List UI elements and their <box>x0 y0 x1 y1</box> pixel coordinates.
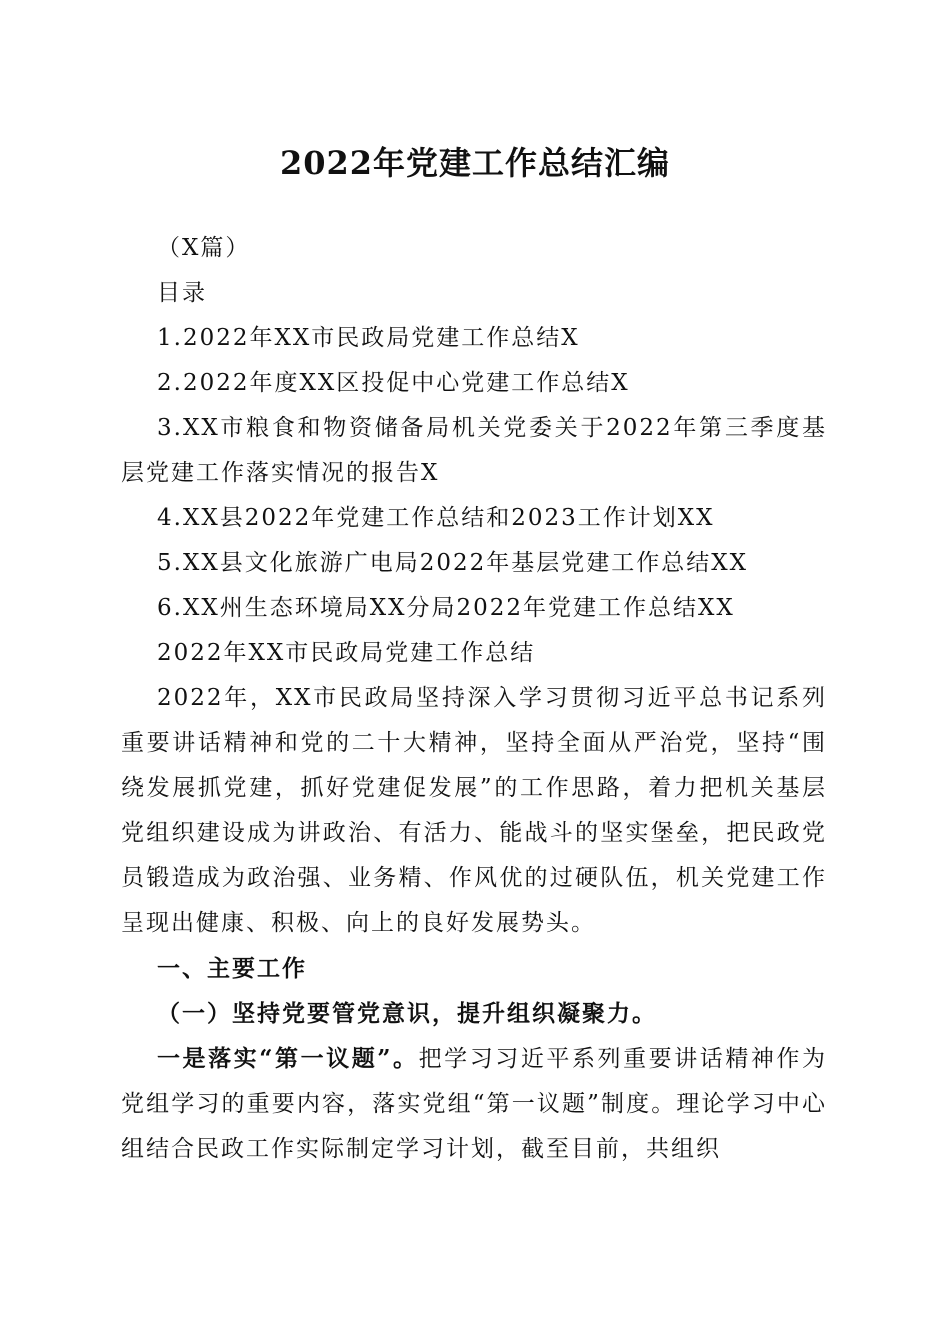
subsection-heading: （一）坚持党要管党意识，提升组织凝聚力。 <box>157 1000 657 1027</box>
toc-item: 5.XX县文化旅游广电局2022年基层党建工作总结XX <box>157 550 748 576</box>
toc-item: 2.2022年度XX区投促中心党建工作总结X <box>157 370 630 396</box>
section-heading: 一、主要工作 <box>157 955 307 982</box>
document-title: 2022年党建工作总结汇编 <box>279 144 671 182</box>
article-title: 2022年XX市民政局党建工作总结 <box>157 640 536 666</box>
toc-item: 4.XX县2022年党建工作总结和2023工作计划XX <box>157 505 715 531</box>
point-text: 把学习习近平系列重要讲话精神作为党组学习的重要内容，落实党组“第一议题”制度。理论学习中心组结合民政工作实际制定学习计划，截至目前，共组织 <box>121 1046 827 1162</box>
toc-item: 3.XX市粮食和物资储备局机关党委关于2022年第三季度基层党建工作落实情况的报告X <box>121 415 827 486</box>
document-subtitle: （X篇） <box>157 235 251 261</box>
point-paragraph <box>121 1036 827 1172</box>
intro-paragraph: 2022年，XX市民政局坚持深入学习贯彻习近平总书记系列重要讲话精神和党的二十大精神，坚持全面从严治党，坚持“围绕发展抓党建，抓好党建促发展”的工作思路，着力把机关基层党组织建设成为讲政治、有活力、能战斗的坚实堡垒，把民政党员锻造成为政治强、业务精、作风优的过硬队伍，机关党建工作呈现出健康、积极、向上的良好发展势头。 <box>121 685 827 936</box>
toc-item: 6.XX州生态环境局XX分局2022年党建工作总结XX <box>157 595 735 621</box>
document-body <box>121 226 827 1172</box>
toc-item: 1.2022年XX市民政局党建工作总结X <box>157 325 580 351</box>
point-lead: 一是落实“第一议题”。 <box>157 1045 419 1072</box>
toc-heading: 目录 <box>157 280 207 306</box>
